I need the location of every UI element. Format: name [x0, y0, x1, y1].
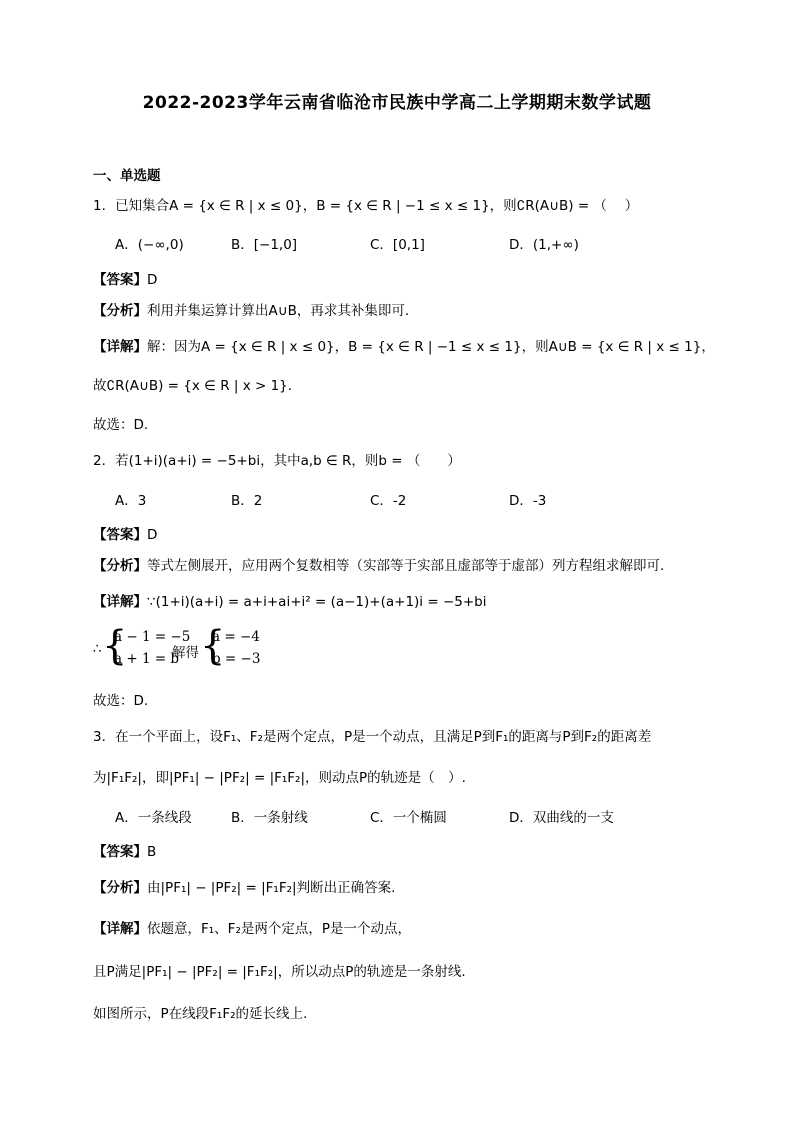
q2-stem: 2．若(1+i)(a+i) = −5+bi，其中a,b ∈ R，则b = （ ）	[93, 453, 461, 469]
analysis-tag: 【分析】	[93, 303, 147, 319]
q3-option-a: A．一条线段	[115, 810, 192, 826]
analysis-tag: 【分析】	[93, 558, 147, 574]
q1-choice: 故选：D.	[93, 417, 149, 433]
q3-stem: 3．在一个平面上，设F₁、F₂是两个定点，P是一个动点，且满足P到F₁的距离与P到F₂的距离差	[93, 729, 652, 745]
q2-option-b: B．2	[231, 493, 263, 509]
system-1-line-1: a − 1 = −5	[114, 629, 191, 645]
q3-analysis: 由|PF₁| − |PF₂| = |F₁F₂|判断出正确答案.	[147, 880, 396, 896]
detail-tag: 【详解】	[93, 339, 147, 355]
q3-analysis-row	[93, 876, 395, 896]
q2-option-a: A．3	[115, 493, 147, 509]
q1-detail-conclusion: 故∁R(A∪B) = {x ∈ R | x > 1}.	[93, 378, 293, 394]
q3-answer: B	[147, 844, 157, 860]
q2-answer-row	[93, 523, 157, 543]
q1-answer-row	[93, 268, 157, 288]
solve-label: 解得	[172, 645, 199, 661]
q2-option-d: D．-3	[509, 493, 547, 509]
q3-option-b: B．一条射线	[231, 810, 308, 826]
q3-detail: 依题意，F₁、F₂是两个定点，P是一个动点，	[147, 921, 411, 937]
answer-tag: 【答案】	[93, 527, 147, 543]
q2-analysis: 等式左侧展开，应用两个复数相等（实部等于实部且虚部等于虚部）列方程组求解即可.	[147, 558, 665, 574]
analysis-tag: 【分析】	[93, 880, 147, 896]
q2-option-c: C．-2	[370, 493, 407, 509]
q3-option-d: D．双曲线的一支	[509, 810, 614, 826]
system-1-line-2: a + 1 = b	[114, 651, 180, 667]
q1-analysis: 利用并集运算计算出A∪B，再求其补集即可.	[147, 303, 410, 319]
q2-detail-row	[93, 590, 486, 610]
q2-analysis-row	[93, 554, 664, 574]
answer-tag: 【答案】	[93, 272, 147, 288]
q1-stem: 1．已知集合A = {x ∈ R | x ≤ 0}，B = {x ∈ R | −1 ≤ x ≤ 1}，则∁R(A∪B) = （ ）	[93, 198, 639, 214]
q3-stem-continued: 为|F₁F₂|，即|PF₁| − |PF₂| = |F₁F₂|，则动点P的轨迹是（ ）.	[93, 770, 466, 786]
left-brace: {	[200, 623, 226, 669]
q1-option-c: C．[0,1]	[370, 237, 425, 253]
q1-option-b: B．[−1,0]	[231, 237, 298, 253]
q3-answer-row	[93, 840, 156, 860]
q3-option-c: C．一个椭圆	[370, 810, 447, 826]
q1-analysis-row	[93, 299, 409, 319]
therefore-symbol: ∴	[93, 641, 102, 657]
document-title: 2022-2023学年云南省临沧市民族中学高二上学期期末数学试题	[142, 93, 652, 113]
left-brace: {	[102, 623, 128, 669]
q2-choice: 故选：D.	[93, 693, 149, 709]
q3-detail-line-3: 如图所示，P在线段F₁F₂的延长线上.	[93, 1006, 308, 1022]
q2-answer: D	[147, 527, 158, 543]
detail-tag: 【详解】	[93, 594, 147, 610]
system-2-line-1: a = −4	[212, 629, 260, 645]
q1-option-d: D．(1,+∞)	[509, 237, 579, 253]
system-2-line-2: b = −3	[212, 651, 261, 667]
q1-answer: D	[147, 272, 158, 288]
q3-detail-line-2: 且P满足|PF₁| − |PF₂| = |F₁F₂|，所以动点P的轨迹是一条射线.	[93, 964, 466, 980]
answer-tag: 【答案】	[93, 844, 147, 860]
q1-detail: 解：因为A = {x ∈ R | x ≤ 0}，B = {x ∈ R | −1 ≤ x ≤ 1}，则A∪B = {x ∈ R | x ≤ 1}，	[147, 339, 715, 355]
q2-detail: ∵(1+i)(a+i) = a+i+ai+i² = (a−1)+(a+1)i = −5+bi	[147, 594, 487, 610]
detail-tag: 【详解】	[93, 921, 147, 937]
section-heading: 一、单选题	[93, 168, 161, 184]
q3-detail-row	[93, 917, 411, 937]
q1-option-a: A．(−∞,0)	[115, 237, 184, 253]
q1-detail-row	[93, 335, 715, 355]
